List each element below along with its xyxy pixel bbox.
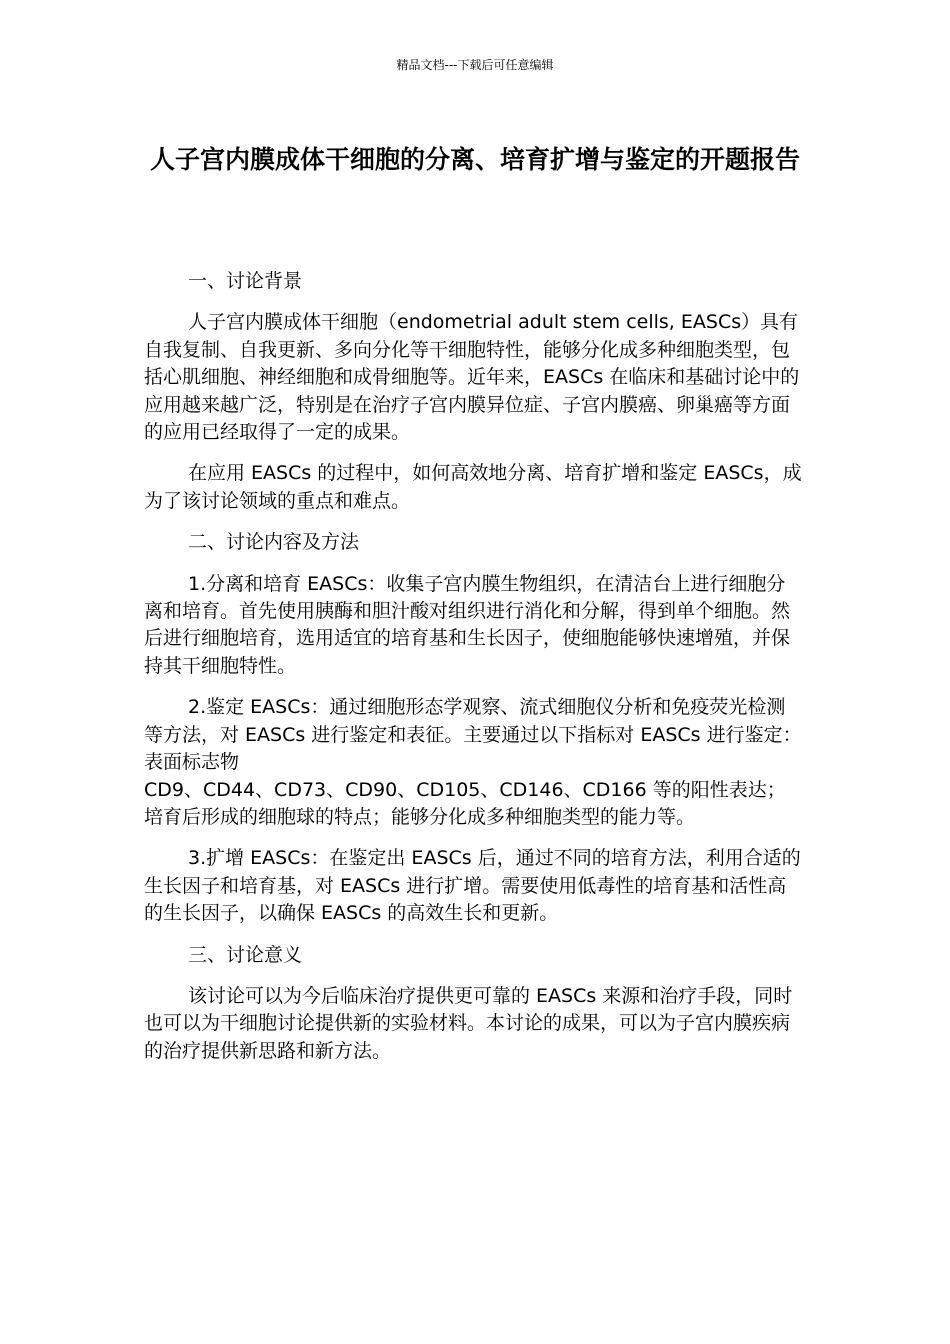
paragraph: 在应用 EASCs 的过程中，如何高效地分离、培育扩增和鉴定 EASCs，成为了该讨论领域的重点和难点。: [144, 462, 802, 512]
section-heading: 三、讨论意义: [188, 943, 303, 966]
document-title: 人子宫内膜成体干细胞的分离、培育扩增与鉴定的开题报告: [149, 145, 800, 174]
page-header: 精品文档---下载后可任意编辑: [396, 58, 554, 72]
paragraph: 该讨论可以为今后临床治疗提供更可靠的 EASCs 来源和治疗手段，同时也可以为干细胞讨论提供新的实验材料。本讨论的成果，可以为子宫内膜疾病的治疗提供新思路和新方法。: [144, 984, 793, 1062]
paragraph: 3.扩增 EASCs：在鉴定出 EASCs 后，通过不同的培育方法，利用合适的生长因子和培育基，对 EASCs 进行扩增。需要使用低毒性的培育基和活性高的生长因子，以确保 EASCs 的高效生长和更新。: [144, 847, 801, 925]
paragraph: CD9、CD44、CD73、CD90、CD105、CD146、CD166 等的阳性表达；培育后形成的细胞球的特点；能够分化成多种细胞类型的能力等。: [144, 778, 786, 828]
paragraph: 2.鉴定 EASCs：通过细胞形态学观察、流式细胞仪分析和免疫荧光检测等方法，对 EASCs 进行鉴定和表征。主要通过以下指标对 EASCs 进行鉴定：表面标志物: [144, 696, 802, 774]
paragraph: 1.分离和培育 EASCs：收集子宫内膜生物组织，在清洁台上进行细胞分离和培育。首先使用胰酶和胆汁酸对组织进行消化和分解，得到单个细胞。然后进行细胞培育，选用适宜的培育基和生长因子，使细胞能够快速增殖，并保持其干细胞特性。: [144, 572, 791, 677]
section-heading: 二、讨论内容及方法: [188, 531, 360, 554]
section-heading: 一、讨论背景: [188, 270, 303, 292]
paragraph: 人子宫内膜成体干细胞（endometrial adult stem cells, EASCs）具有自我复制、自我更新、多向分化等干细胞特性，能够分化成多种细胞类型，包括心肌细胞、神经细胞和成骨细胞等。近年来，EASCs 在临床和基础讨论中的应用越来越广泛，特别是在治疗子宫内膜异位症、子宫内膜癌、卵巢癌等方面的应用已经取得了一定的成果。: [144, 311, 800, 444]
document-body: [144, 268, 804, 1079]
